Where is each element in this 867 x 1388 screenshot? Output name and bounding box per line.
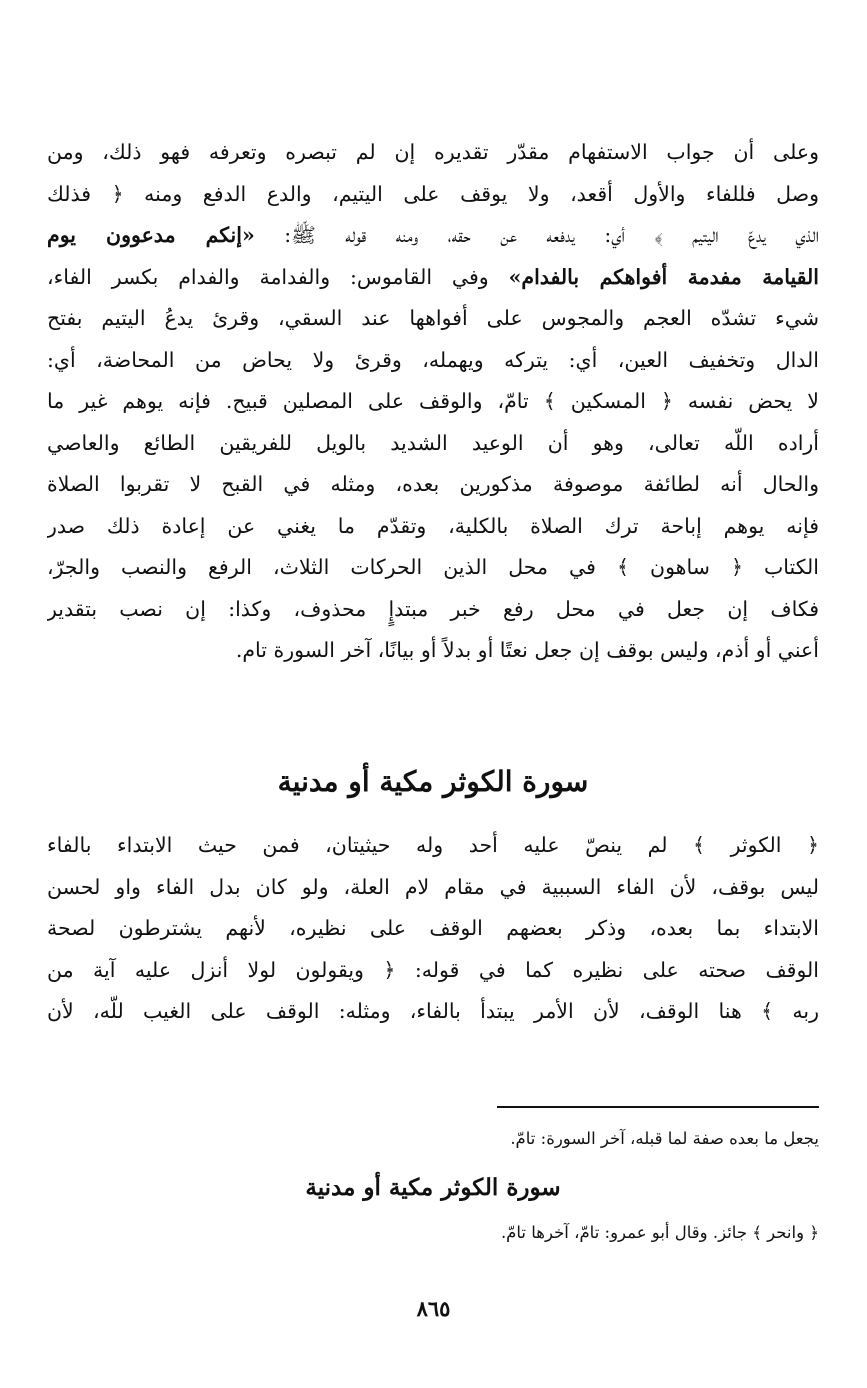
text-line <box>47 215 819 257</box>
text-line: أراده اللّه تعالى، وهو أن الوعيد الشديد بالويل للفريقين الطائع والعاصي <box>47 430 819 455</box>
footnote-heading: سورة الكوثر مكية أو مدنية <box>305 1174 561 1201</box>
main-paragraph <box>47 132 819 672</box>
text-line: ﴿ الكوثر ﴾ لم ينصّ عليه أحد وله حيثيتان، فمن حيث الابتداء بالفاء <box>47 833 819 857</box>
text-line: الكتاب ﴿ ساهون ﴾ في محل الذين الحركات الثلاث، الرفع والنصب والجرّ، <box>47 555 819 579</box>
text-line: ليس بوقف، لأن الفاء السببية في مقام لام العلة، ولو كان بدل الفاء واو لحسن <box>47 874 819 899</box>
text-line: الدال وتخفيف العين، أي: يتركه ويهمله، وقرئ ولا يحاض من المحاضة، أي: <box>47 347 819 372</box>
hadith-quote-end: القيامة مفدمة أفواهكم بالفدام» <box>508 264 819 289</box>
text-line: وعلى أن جواب الاستفهام مقدّر تقديره إن لم تبصره وتعرفه فهو ذلك، ومن <box>47 140 819 164</box>
text-line: شيء تشدّه العجم والمجوس على أفواهها عند السقي، وقرئ يدعُ اليتيم بفتح <box>47 306 819 330</box>
page-number: ٨٦٥ <box>416 1296 451 1321</box>
text-line: ربه ﴾ هنا الوقف، لأن الأمر يبتدأ بالفاء، ومثله: الوقف على الغيب للّه، لأن <box>47 999 819 1023</box>
footnote-line: ﴿ وانحر ﴾ جائز. وقال أبو عمرو: تامّ، آخرها تامّ. <box>500 1223 819 1242</box>
footnote-divider <box>497 1106 819 1108</box>
text-line: فإنه يوهم إباحة ترك الصلاة بالكلية، وتقدّم ما يغني عن إعادة ذلك صدر <box>47 513 819 538</box>
text-line: والحال أنه لطائفة موصوفة مذكورين بعده، ومثله في القبح لا تقربوا الصلاة <box>47 472 819 496</box>
text-line: لا يحض نفسه ﴿ المسكين ﴾ تامّ، والوقف على المصلين قبيح. فإنه يوهم غير ما <box>47 389 819 413</box>
text-line <box>47 257 819 299</box>
hadith-quote-start: «إنكم مدعوون يوم <box>47 223 255 247</box>
text-line: الوقف صحته على نظيره كما في قوله: ﴿ ويقولون لولا أنزل عليه آية من <box>47 957 819 982</box>
text-line: فكاف إن جعل في محل رفع خبر مبتدإٍ محذوف، وكذا: إن نصب بتقدير <box>47 596 819 621</box>
footnote <box>47 1122 819 1250</box>
text-line: الابتداء بما بعده، وذكر بعضهم الوقف على نظيره، لأنهم يشترطون لصحة <box>47 916 819 940</box>
section-heading: سورة الكوثر مكية أو مدنية <box>277 765 589 798</box>
text-line: وصل فللفاء والأول أقعد، ولا يوقف على اليتيم، والدع الدفع ومنه ﴿ فذلك <box>47 181 819 206</box>
text-line: أعني أو أذم، وليس بوقف إن جعل نعتًا أو بدلاً أو بيانًا، آخر السورة تام. <box>235 638 819 662</box>
text-segment: الذي يدعّ اليتيم ﴾ أي: يدفعه عن حقه، ومنه قوله ﷺ: <box>254 223 819 247</box>
footnote-line: يجعل ما بعده صفة لما قبله، آخر السورة: تامّ. <box>510 1129 819 1148</box>
section-paragraph <box>47 825 819 1033</box>
text-segment: وفي القاموس: والفدامة والفدام بكسر الفاء، <box>47 264 509 289</box>
